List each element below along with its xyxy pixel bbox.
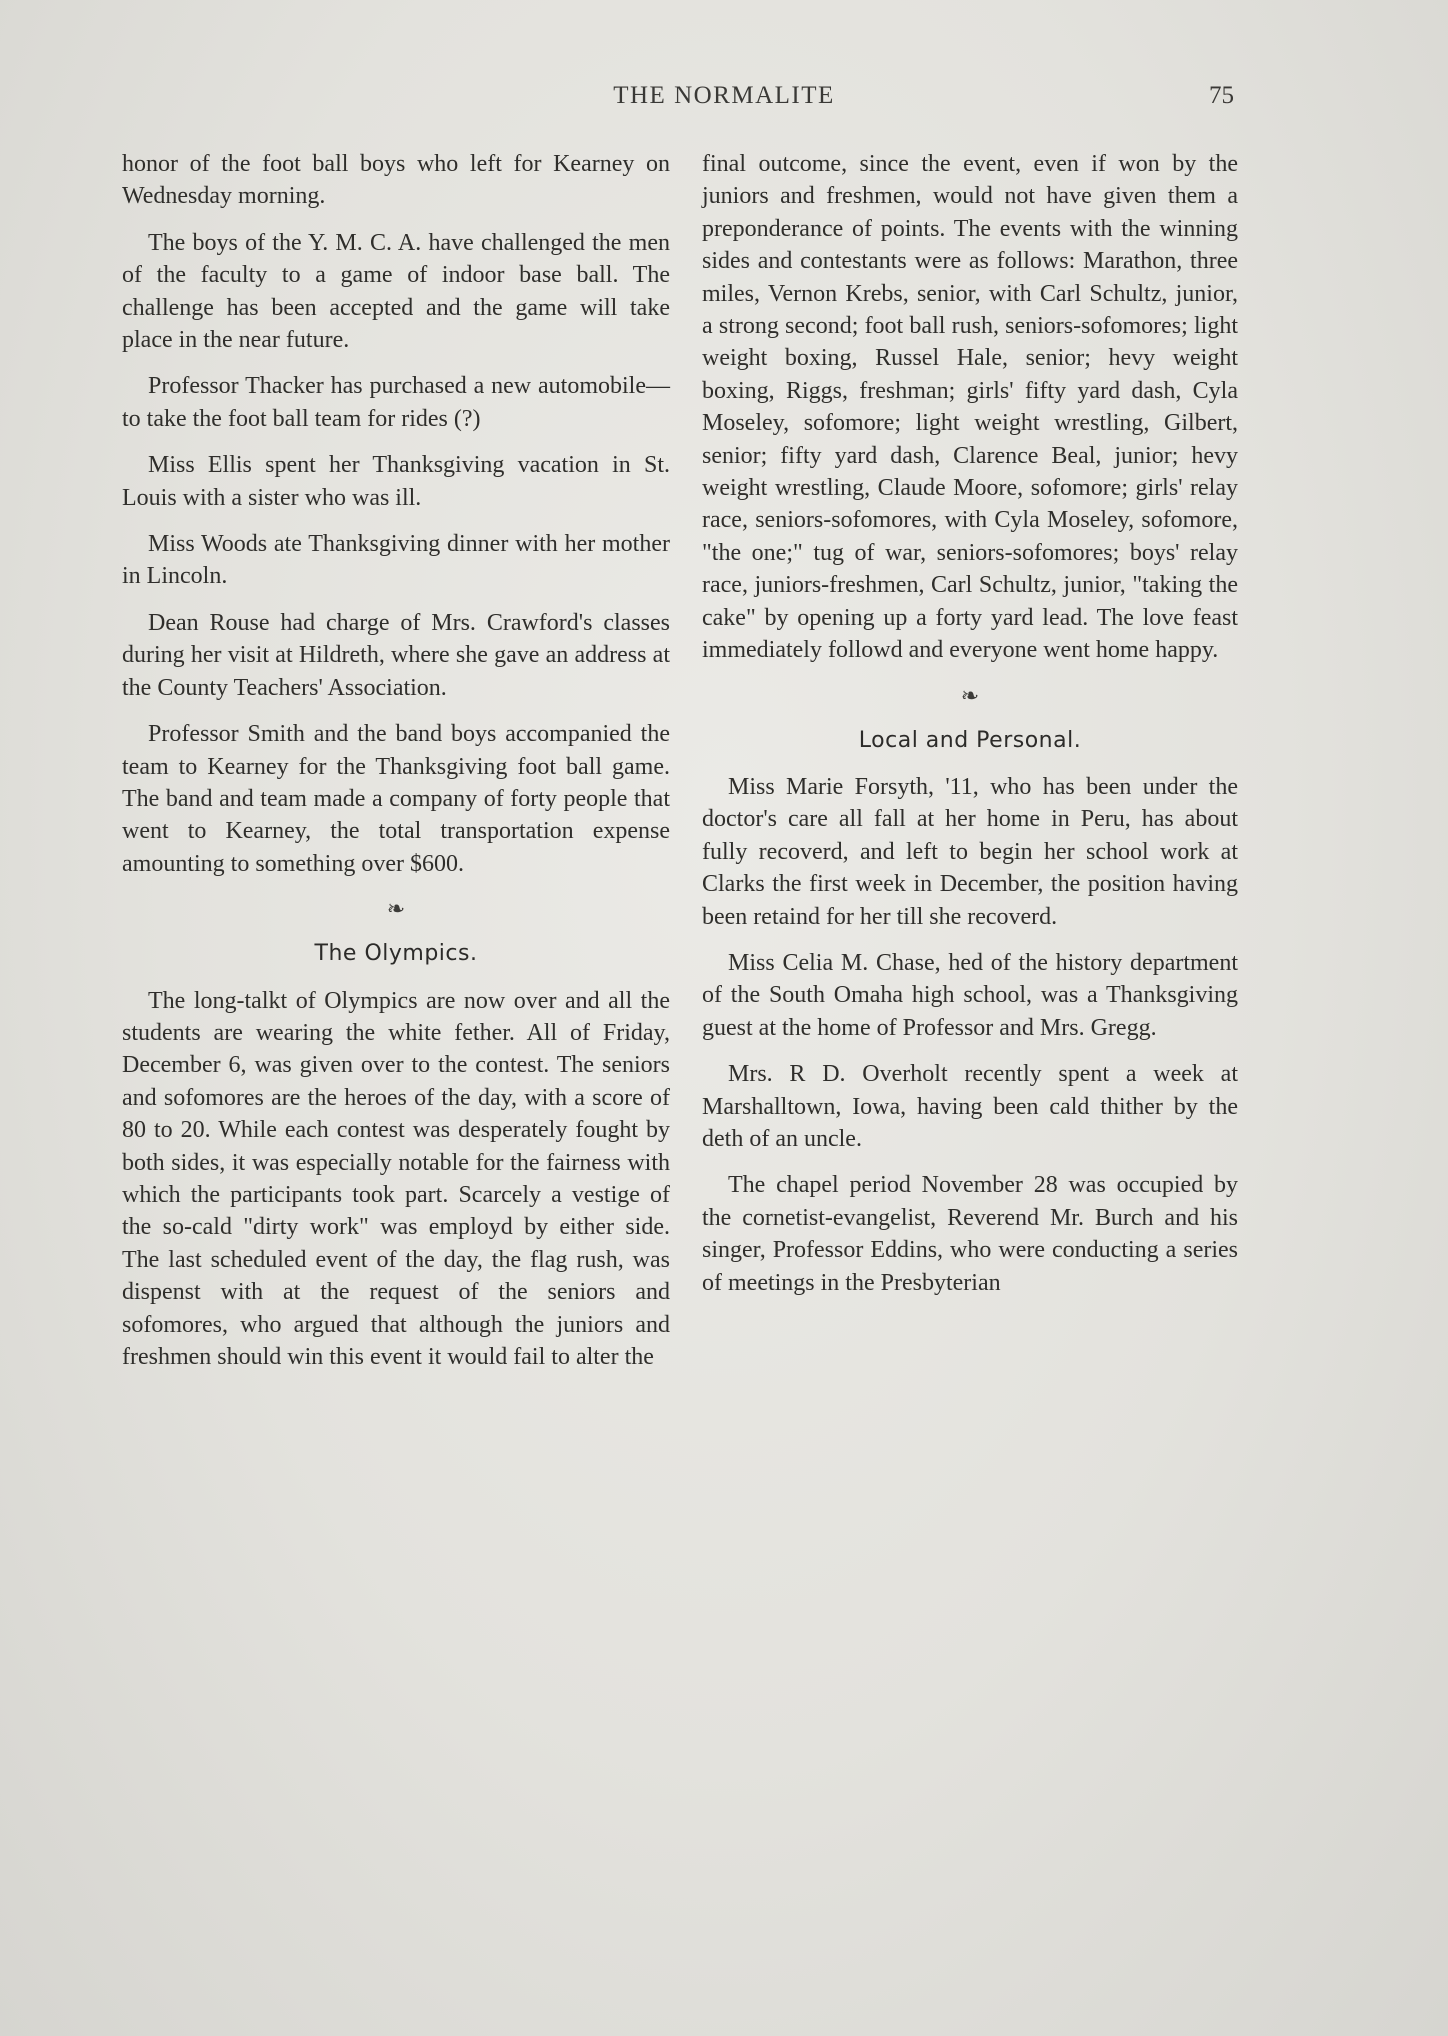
local-personal-section-title: Local and Personal. [858, 727, 1082, 753]
paragraph-dean-rouse: Dean Rouse had charge of Mrs. Crawford's classes during her visit at Hildreth, where she gave an address at the County Teachers' Association. [122, 609, 670, 701]
paragraph-marie-forsyth: Miss Marie Forsyth, '11, who has been under the doctor's care all fall at her home in Peru, has about fully recoverd, and left to begin her school work at Clarks the first week in December, the position having been retaind for her till she recoverd. [702, 773, 1238, 930]
left-column [122, 148, 670, 1387]
right-column [702, 148, 1238, 1313]
paragraph-overholt: Mrs. R D. Overholt recently spent a week at Marshalltown, Iowa, having been cald thither by the deth of an uncle. [702, 1061, 1238, 1152]
paragraph-miss-ellis: Miss Ellis spent her Thanksgiving vacation in St. Louis with a sister who was ill. [122, 452, 670, 511]
paragraph-olympics-continued: final outcome, since the event, even if won by the juniors and freshmen, would not have given them a preponderance of points. The events with the winning sides and contestants were as follows: Marathon, three miles, Vernon Krebs, senior, with Carl Schultz, junior, a strong second; foot ball rush, seniors-sofomores; light weight boxing, Russel Hale, senior; hevy weight boxing, Riggs, freshman; girls' fifty yard dash, Cyla Moseley, sofomore; light weight wrestling, Gilbert, senior; fifty yard dash, Clarence Beal, junior; hevy weight wrestling, Claude Moore, sofomore; girls' relay race, seniors-sofomores, with Cyla Moseley, sofomore, "the one;" tug of war, seniors-sofomores; boys' relay race, juniors-freshmen, Carl Schultz, junior, "taking the cake" by opening up a forty yard lead. The love feast immediately followd and everyone went home happy. [702, 151, 1238, 664]
paragraph-celia-chase: Miss Celia M. Chase, hed of the history department of the South Omaha high school, was a Thanksgiving guest at the home of Professor and Mrs. Gregg. [702, 949, 1238, 1041]
paragraph-band-trip: Professor Smith and the band boys accompanied the team to Kearney for the Thanksgiving foot ball game. The band and team made a company of forty people that went to Kearney, the total transportation expense amounting to something over $600. [122, 721, 670, 877]
paragraph-olympics: The long-talkt of Olympics are now over and all the students are wearing the white fether. All of Friday, December 6, was given over to the contest. The seniors and sofomores are the heroes of the day, with a score of 80 to 20. While each contest was desperately fought by both sides, it was especially notable for the fairness with which the participants took part. Scarcely a vestige of the so-cald "dirty work" was employd by either side. The last scheduled event of the day, the flag rush, was dispenst with at the request of the seniors and sofomores, who argued that although the juniors and freshmen should win this event it would fail to alter the [122, 987, 670, 1370]
paragraph-ymca-challenge: The boys of the Y. M. C. A. have challenged the men of the faculty to a game of indoor base ball. The challenge has been accepted and the game will take place in the near future. [122, 229, 670, 354]
olympics-section-title: The Olympics. [314, 941, 478, 967]
paragraph-football-departure: honor of the foot ball boys who left for Kearney on Wednesday morning. [122, 151, 670, 210]
running-header-title: THE NORMALITE [613, 82, 835, 109]
paragraph-thacker-automobile: Professor Thacker has purchased a new automobile—to take the foot ball team for rides (?) [122, 373, 670, 432]
page-number: 75 [1209, 82, 1234, 109]
paragraph-chapel-period: The chapel period November 28 was occupied by the cornetist-evangelist, Reverend Mr. Burch and his singer, Professor Eddins, who were conducting a series of meetings in the Presbyterian [702, 1172, 1238, 1296]
fleuron-ornament-icon: ❧ [960, 682, 980, 708]
paragraph-miss-woods: Miss Woods ate Thanksgiving dinner with her mother in Lincoln. [122, 531, 670, 590]
fleuron-ornament-icon: ❧ [386, 896, 406, 922]
